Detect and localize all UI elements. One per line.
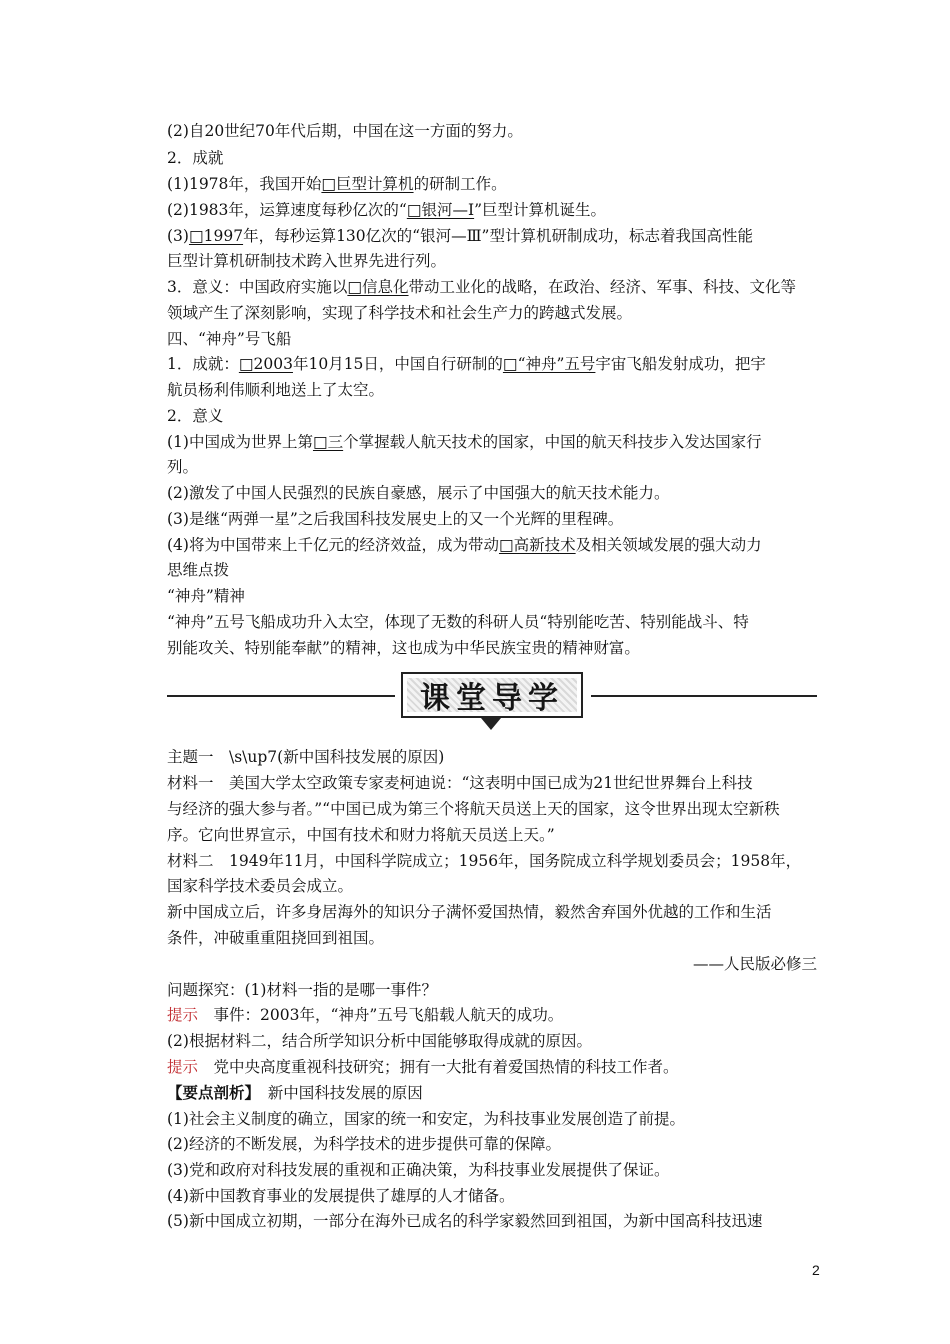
text-line: (3)是继“两弹一星”之后我国科技发展史上的又一个光辉的里程碑。 xyxy=(167,510,624,528)
text-line: 新中国成立后，许多身居海外的知识分子满怀爱国热情，毅然舍弃国外优越的工作和生活 xyxy=(167,903,772,921)
key-point-label: 【要点剖析】 xyxy=(167,1083,253,1102)
text-line: (4)将为中国带来上千亿元的经济效益，成为带动□高新技术及相关领域发展的强大动力 xyxy=(167,536,762,554)
text-line: 领域产生了深刻影响，实现了科学技术和社会生产力的跨越式发展。 xyxy=(167,304,633,322)
source-citation: ——人民版必修三 xyxy=(692,955,817,973)
text-line: 提示 党中央高度重视科技研究；拥有一大批有着爱国热情的科技工作者。 xyxy=(167,1058,679,1076)
text-line: 材料二 1949年11月，中国科学院成立；1956年，国务院成立科学规划委员会；1958年， xyxy=(167,852,802,870)
banner-rule-right xyxy=(591,695,817,697)
section-banner xyxy=(167,668,817,732)
text-line: 巨型计算机研制技术跨入世界先进行列。 xyxy=(167,252,447,270)
section-heading: 2．成就 xyxy=(167,149,224,167)
hint-label: 提示 xyxy=(167,1058,199,1076)
section-heading: 2．意义 xyxy=(167,407,224,425)
triangle-down-icon xyxy=(481,718,501,730)
text-line: (2)激发了中国人民强烈的民族自豪感，展示了中国强大的航天技术能力。 xyxy=(167,484,670,502)
text-line: (1)1978年，我国开始□巨型计算机的研制工作。 xyxy=(167,175,507,193)
text-line: (1)社会主义制度的确立，国家的统一和安定，为科技事业发展创造了前提。 xyxy=(167,1110,685,1128)
section-heading: 四、“神舟”号飞船 xyxy=(167,330,292,348)
text-line: 提示 事件：2003年，“神舟”五号飞船载人航天的成功。 xyxy=(167,1006,564,1024)
text-line: (3)党和政府对科技发展的重视和正确决策，为科技事业发展提供了保证。 xyxy=(167,1161,670,1179)
section-heading: 思维点拨 xyxy=(167,561,230,579)
page-number: 2 xyxy=(812,1262,820,1278)
section-heading: “神舟”精神 xyxy=(167,587,245,605)
blank-answer: □“神舟”五号 xyxy=(502,355,596,373)
text-line: 材料一 美国大学太空政策专家麦柯迪说：“这表明中国已成为21世纪世界舞台上科技 xyxy=(167,774,753,792)
text-line: (2)自20世纪70年代后期，中国在这一方面的努力。 xyxy=(167,122,523,140)
banner-title: 课堂导学 xyxy=(420,681,564,716)
text-line: 航员杨利伟顺利地送上了太空。 xyxy=(167,381,385,399)
text-line: 国家科学技术委员会成立。 xyxy=(167,877,354,895)
text-line: 与经济的强大参与者。”“中国已成为第三个将航天员送上天的国家，这令世界出现太空新秩 xyxy=(167,800,780,818)
blank-answer: □银河—Ⅰ xyxy=(406,201,475,219)
text-line: 3．意义：中国政府实施以□信息化带动工业化的战略，在政治、经济、军事、科技、文化等 xyxy=(167,278,797,296)
text-line: (5)新中国成立初期，一部分在海外已成名的科学家毅然回到祖国，为新中国高科技迅速 xyxy=(167,1212,763,1230)
banner-rule-left xyxy=(167,695,395,697)
text-line: 1．成就：□2003年10月15日，中国自行研制的□“神舟”五号宇宙飞船发射成功，把宇 xyxy=(167,355,766,373)
blank-answer: □三 xyxy=(312,433,344,451)
text-line: 别能攻关、特别能奉献”的精神，这也成为中华民族宝贵的精神财富。 xyxy=(167,639,640,657)
text-line: (1)中国成为世界上第□三个掌握载人航天技术的国家，中国的航天科技步入发达国家行 xyxy=(167,433,762,451)
text-line: (2)根据材料二，结合所学知识分析中国能够取得成就的原因。 xyxy=(167,1032,592,1050)
text-line: (4)新中国教育事业的发展提供了雄厚的人才储备。 xyxy=(167,1187,515,1205)
text-line: (2)经济的不断发展，为科学技术的进步提供可靠的保障。 xyxy=(167,1135,561,1153)
text-line: “神舟”五号飞船成功升入太空，体现了无数的科研人员“特别能吃苦、特别能战斗、特 xyxy=(167,613,749,631)
banner-badge xyxy=(401,672,583,718)
text-line: 问题探究：(1)材料一指的是哪一事件？ xyxy=(167,981,437,999)
blank-answer: □巨型计算机 xyxy=(321,175,414,193)
blank-answer: □高新技术 xyxy=(498,536,576,554)
text-line: 主题一 \s\up7(新中国科技发展的原因) xyxy=(167,748,445,766)
blank-answer: □信息化 xyxy=(347,278,409,296)
blank-answer: □1997 xyxy=(188,227,244,245)
text-line: (2)1983年，运算速度每秒亿次的“□银河—Ⅰ”巨型计算机诞生。 xyxy=(167,201,607,219)
text-line: 序。它向世界宣示，中国有技术和财力将航天员送上天。” xyxy=(167,826,555,844)
hint-label: 提示 xyxy=(167,1006,199,1024)
blank-answer: □2003 xyxy=(238,355,293,373)
text-line: (3)□1997年，每秒运算130亿次的“银河—Ⅲ”型计算机研制成功，标志着我国高性能 xyxy=(167,227,753,245)
text-line: 条件，冲破重重阻挠回到祖国。 xyxy=(167,929,385,947)
text-line: 【要点剖析】 新中国科技发展的原因 xyxy=(167,1083,423,1102)
text-line: 列。 xyxy=(167,458,199,476)
